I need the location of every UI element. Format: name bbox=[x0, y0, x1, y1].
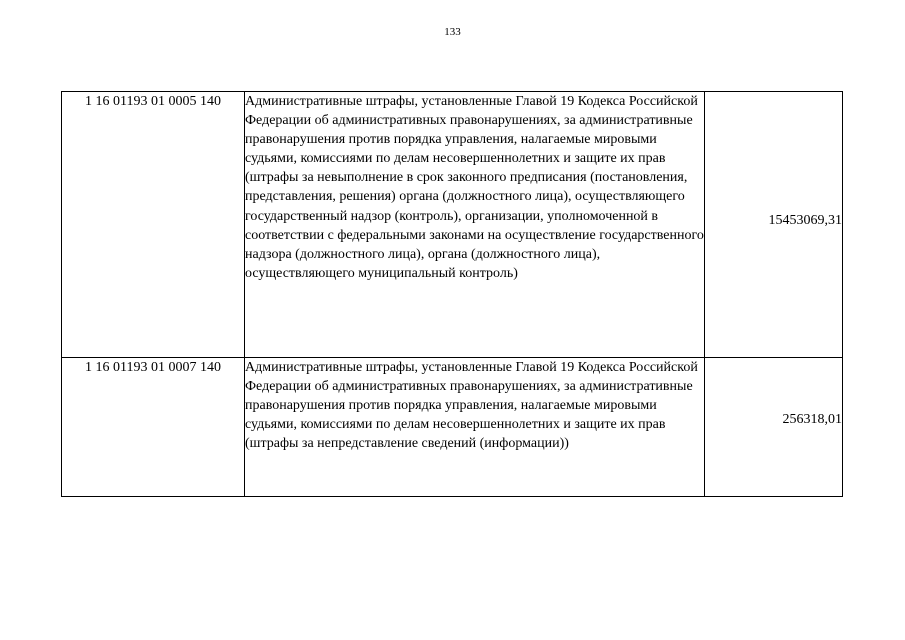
description-cell: Административные штрафы, установленные Главой 19 Кодекса Российской Федерации об административных правонарушениях, за административные правонарушения против порядка управления, налагаемые мировыми судьями, комиссиями по делам несовершеннолетних и защите их прав (штрафы за невыполнение в срок законного предписания (постановления, представления, решения) органа (должностного лица), осуществляющего государственный надзор (контроль), организации, уполномоченной в соответствии с федеральными законами на осуществление государственного надзора (должностного лица), органа (должностного лица), осуществляющего муниципальный контроль) bbox=[245, 92, 705, 358]
budget-table bbox=[61, 91, 843, 497]
table-row bbox=[62, 358, 843, 497]
budget-code-cell: 1 16 01193 01 0005 140 bbox=[62, 92, 245, 358]
amount-cell: 15453069,31 bbox=[705, 92, 843, 358]
budget-code-cell: 1 16 01193 01 0007 140 bbox=[62, 358, 245, 497]
amount-cell: 256318,01 bbox=[705, 358, 843, 497]
page-number: 133 bbox=[444, 26, 461, 38]
description-cell: Административные штрафы, установленные Главой 19 Кодекса Российской Федерации об административных правонарушениях, за административные правонарушения против порядка управления, налагаемые мировыми судьями, комиссиями по делам несовершеннолетних и защите их прав (штрафы за непредставление сведений (информации)) bbox=[245, 358, 705, 497]
table-row bbox=[62, 92, 843, 358]
